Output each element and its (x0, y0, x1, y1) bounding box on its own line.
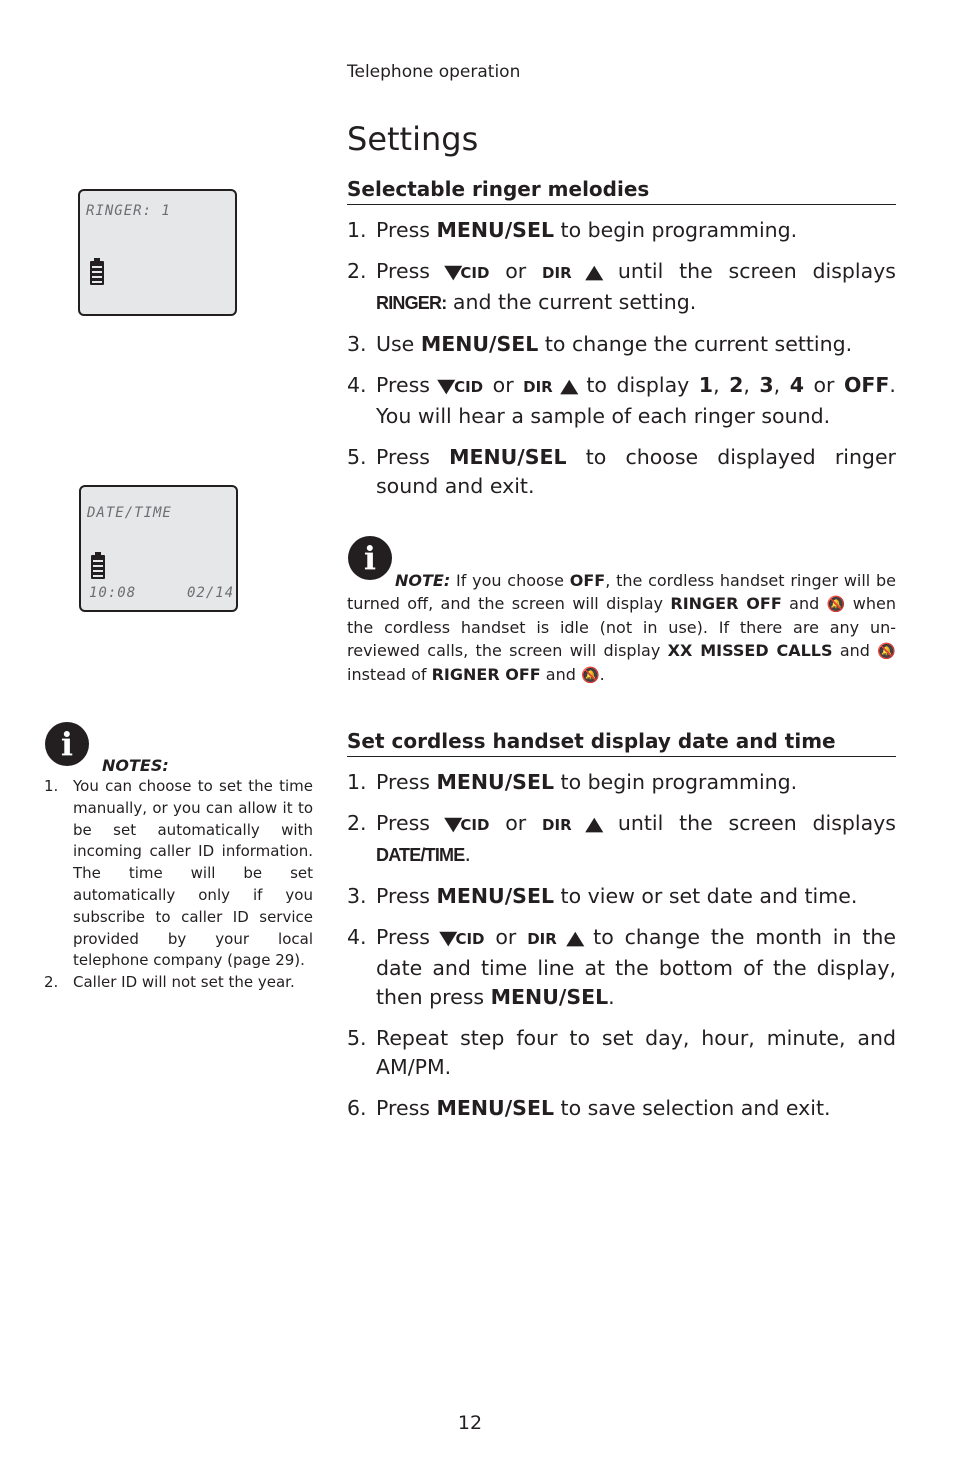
cid-key-label: CID (460, 264, 490, 282)
datetime-steps (347, 768, 896, 1135)
ringer-lcd-display (78, 189, 237, 316)
info-icon: i (348, 536, 392, 580)
notes-title: NOTES: (102, 756, 169, 775)
ringer-off-icon: 🔕 (826, 595, 846, 613)
datetime-step-1: 1. Press MENU/SEL to begin programming. (347, 770, 798, 794)
page-title: Settings (347, 120, 479, 158)
lcd-ringer-text: RINGER: 1 (86, 203, 171, 219)
battery-icon (91, 555, 105, 579)
up-arrow-icon: ▲ (585, 261, 604, 283)
ringer-step-4: 4. Press ▼CID or DIR ▲ to display 1, 2, 3, 4 or OFF. You will hear a sample of each ringer sound. (347, 373, 896, 428)
lcd-datetime-title: DATE/TIME (87, 505, 172, 521)
datetime-step-5: 5. Repeat step four to set day, hour, minute, and AM/PM. (347, 1026, 896, 1079)
lcd-time: 10:08 (89, 585, 137, 601)
down-arrow-icon: ▼ (439, 927, 458, 949)
notes-item: 1. You can choose to set the time manually, or you can allow it to be set automatically with incoming caller ID information. The time will be set automatically only if you subscribe to caller ID service provided by your local telephone company (page 29). (44, 777, 313, 970)
ringer-steps (347, 216, 896, 513)
dir-key-label: DIR (542, 264, 572, 282)
datetime-step-3: 3. Press MENU/SEL to view or set date and time. (347, 884, 858, 908)
datetime-heading: Set cordless handset display date and time (347, 729, 896, 757)
up-arrow-icon: ▲ (565, 927, 585, 949)
ringer-step-5: 5. Press MENU/SEL to choose displayed ringer sound and exit. (347, 445, 896, 498)
page-number: 12 (457, 1412, 483, 1434)
info-icon: i (45, 722, 89, 766)
ringer-note: NOTE: If you choose OFF, the cordless handset ringer will be turned off, and the screen will display RINGER OFF and 🔕 when the cordless handset is idle (not in use). If there are any un-reviewed calls, the screen will display XX MISSED CALLS and 🔕 instead of RIGNER OFF and 🔕. (347, 569, 896, 687)
lcd-date: 02/14 (187, 585, 235, 601)
datetime-step-6: 6. Press MENU/SEL to save selection and exit. (347, 1096, 831, 1120)
down-arrow-icon: ▼ (443, 261, 463, 283)
down-arrow-icon: ▼ (443, 813, 463, 835)
ringer-step-3: 3. Use MENU/SEL to change the current setting. (347, 332, 853, 356)
up-arrow-icon: ▲ (585, 813, 604, 835)
ringer-off-icon: 🔕 (580, 666, 600, 684)
down-arrow-icon: ▼ (437, 375, 456, 397)
datetime-step-2: 2. Press ▼CID or DIR ▲ until the screen displays DATE/TIME. (347, 811, 896, 866)
datetime-lcd-display (79, 485, 238, 612)
ringer-heading: Selectable ringer melodies (347, 177, 896, 205)
ringer-step-1: 1. Press MENU/SEL to begin programming. (347, 218, 798, 242)
section-header: Telephone operation (347, 62, 521, 82)
ringer-step-2: 2. Press ▼CID or DIR ▲ until the screen displays RINGER: and the current setting. (347, 259, 896, 314)
notes-item: 2. Caller ID will not set the year. (44, 973, 295, 992)
notes-list (44, 776, 313, 994)
battery-icon (90, 261, 104, 285)
datetime-step-4: 4. Press ▼CID or DIR ▲ to change the month in the date and time line at the bottom of the display, then press MENU/SEL. (347, 925, 896, 1009)
ringer-off-icon: 🔕 (877, 642, 896, 660)
up-arrow-icon: ▲ (560, 375, 579, 397)
